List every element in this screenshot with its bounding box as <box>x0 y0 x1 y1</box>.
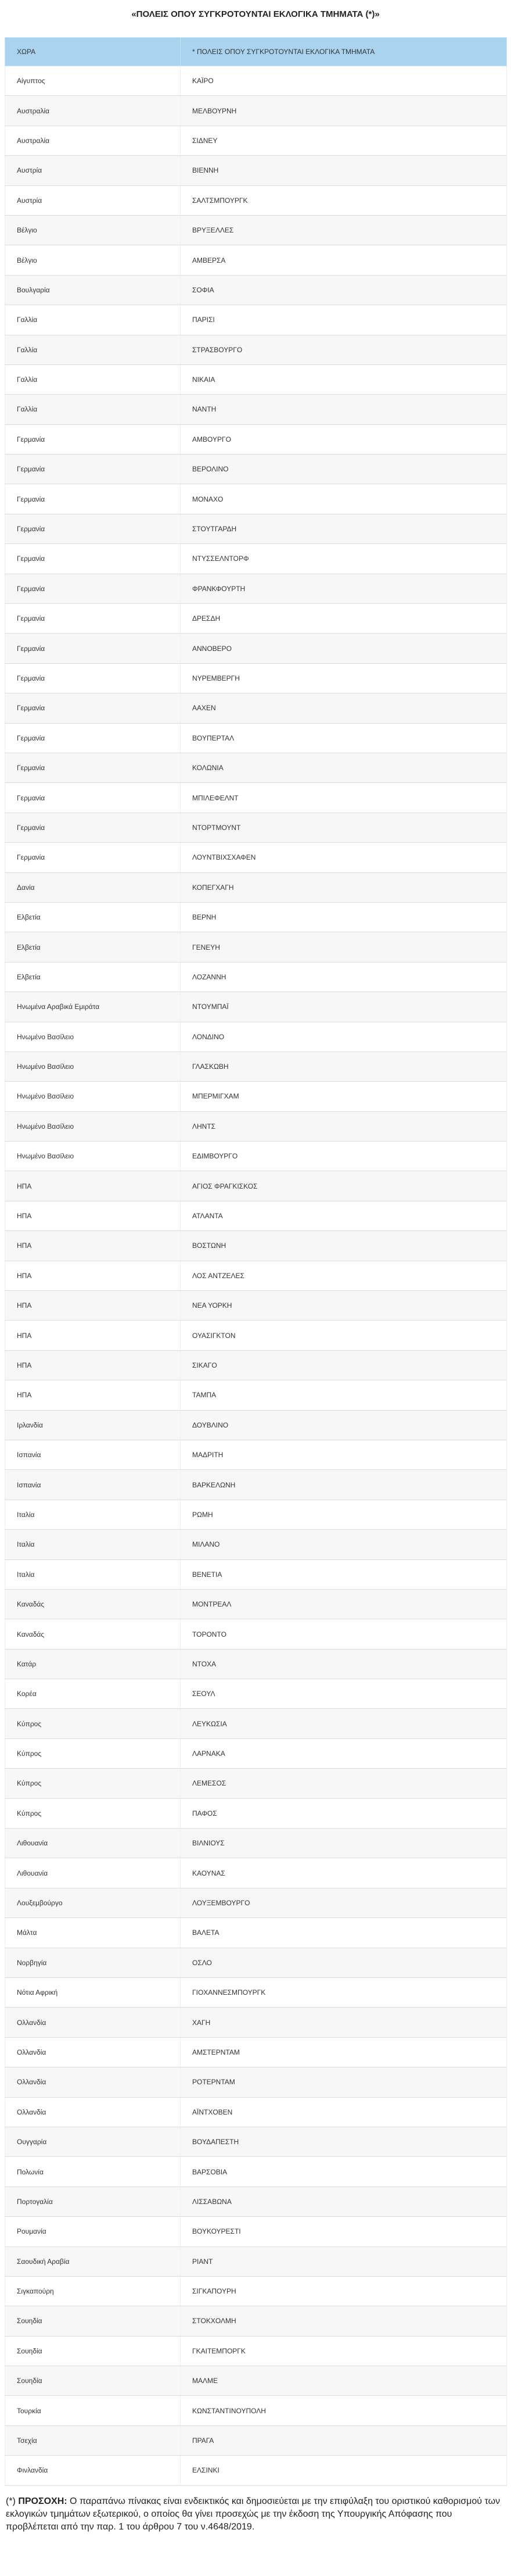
table-row <box>5 1559 507 1589</box>
cell-country: Ελβετία <box>5 902 181 932</box>
table-row <box>5 2037 507 2067</box>
cell-country: Ρουμανία <box>5 2217 181 2246</box>
table-row <box>5 1500 507 1529</box>
cell-city: ΣΑΛΤΣΜΠΟΥΡΓΚ <box>181 185 507 215</box>
cell-country: Γερμανία <box>5 693 181 723</box>
cell-city: ΝΤΟΧΑ <box>181 1649 507 1679</box>
cell-city: ΛΗΝΤΣ <box>181 1111 507 1141</box>
cell-country: Ελβετία <box>5 962 181 992</box>
table-row <box>5 1350 507 1380</box>
cell-country: Γαλλία <box>5 305 181 335</box>
cell-city: ΚΑΟΥΝΑΣ <box>181 1858 507 1888</box>
cell-country: ΗΠΑ <box>5 1171 181 1201</box>
table-row <box>5 2008 507 2037</box>
cell-city: ΠΡΑΓΑ <box>181 2425 507 2455</box>
table-row <box>5 992 507 1022</box>
cell-city: ΝΤΟΥΜΠΑΪ <box>181 992 507 1022</box>
cell-city: ΜΟΝΤΡΕΑΛ <box>181 1589 507 1619</box>
cell-country: Αυστρία <box>5 185 181 215</box>
table-row <box>5 305 507 335</box>
table-row <box>5 1530 507 1559</box>
cell-city: ΣΕΟΥΛ <box>181 1679 507 1709</box>
footnote-text: Ο παραπάνω πίνακας είναι ενδεικτικός και δημοσιεύεται με την επιφύλαξη του οριστικού καθορισμού των εκλογικών τμημάτων εξωτερικού, ο οποίος θα γίνει προσεχώς με την έκδοση της Υπουργικής Απόφασης που προβλέπεται από την παρ. 1 του άρθρου 7 του ν.4648/2019. <box>6 2496 501 2532</box>
table-row <box>5 156 507 185</box>
cell-country: Ελβετία <box>5 932 181 962</box>
cell-city: ΝΕΑ ΥΟΡΚΗ <box>181 1291 507 1321</box>
cell-city: ΜΠΕΡΜΙΓΧΑΜ <box>181 1082 507 1111</box>
cell-city: ΣΤΡΑΣΒΟΥΡΓΟ <box>181 335 507 364</box>
cell-country: Πορτογαλία <box>5 2187 181 2216</box>
table-row <box>5 1769 507 1798</box>
cell-country: ΗΠΑ <box>5 1350 181 1380</box>
cell-country: Λιθουανία <box>5 1858 181 1888</box>
table-row <box>5 693 507 723</box>
cell-country: Λιθουανία <box>5 1829 181 1858</box>
cell-city: ΓΙΟΧΑΝΝΕΣΜΠΟΥΡΓΚ <box>181 1978 507 2008</box>
table-row <box>5 634 507 663</box>
cell-city: ΕΛΣΙΝΚΙ <box>181 2456 507 2485</box>
cell-city: ΑΓΙΟΣ ΦΡΑΓΚΙΣΚΟΣ <box>181 1171 507 1201</box>
cell-country: Βέλγιο <box>5 215 181 245</box>
cell-city: ΟΣΛΟ <box>181 1948 507 1977</box>
table-row <box>5 1201 507 1230</box>
cell-city: ΔΟΥΒΛΙΝΟ <box>181 1410 507 1440</box>
cell-country: Γαλλία <box>5 364 181 394</box>
cell-country: Ηνωμένο Βασίλειο <box>5 1022 181 1051</box>
cell-city: ΟΥΑΣΙΓΚΤΟΝ <box>181 1321 507 1350</box>
cell-country: Ισπανία <box>5 1470 181 1500</box>
cell-country: Κύπρος <box>5 1798 181 1828</box>
table-row <box>5 514 507 543</box>
cell-country: Σαουδική Αραβία <box>5 2246 181 2276</box>
cell-city: ΜΑΛΜΕ <box>181 2366 507 2396</box>
cell-city: ΒΑΡΣΟΒΙΑ <box>181 2157 507 2187</box>
table-row <box>5 2127 507 2156</box>
cell-city: ΧΑΓΗ <box>181 2008 507 2037</box>
table-row <box>5 1679 507 1709</box>
column-header-cities: * ΠΟΛΕΙΣ ΟΠΟΥ ΣΥΓΚΡΟΤΟΥΝΤΑΙ ΕΚΛΟΓΙΚΑ ΤΜΗΜΑΤΑ <box>181 38 507 66</box>
footnote-label: ΠΡΟΣΟΧΗ: <box>18 2496 67 2506</box>
table-row <box>5 783 507 813</box>
cell-city: ΛΕΥΚΩΣΙΑ <box>181 1709 507 1738</box>
cell-country: Γερμανία <box>5 783 181 813</box>
cell-city: ΓΛΑΣΚΩΒΗ <box>181 1051 507 1081</box>
cell-country: Σουηδία <box>5 2336 181 2366</box>
table-row <box>5 1410 507 1440</box>
cell-city: ΛΟΣ ΑΝΤΖΕΛΕΣ <box>181 1261 507 1290</box>
table-row <box>5 96 507 126</box>
cell-city: ΛΟΖΑΝΝΗ <box>181 962 507 992</box>
page-title: «ΠΟΛΕΙΣ ΟΠΟΥ ΣΥΓΚΡΟΤΟΥΝΤΑΙ ΕΚΛΟΓΙΚΑ ΤΜΗΜΑΤΑ (*)» <box>131 9 380 19</box>
table-row <box>5 1798 507 1828</box>
cell-country: Ηνωμένο Βασίλειο <box>5 1051 181 1081</box>
table-row <box>5 455 507 484</box>
cell-city: ΛΑΡΝΑΚΑ <box>181 1738 507 1768</box>
cell-country: Κατάρ <box>5 1649 181 1679</box>
table-row <box>5 245 507 275</box>
cell-city: ΒΑΛΕΤΑ <box>181 1918 507 1948</box>
table-row <box>5 185 507 215</box>
cell-country: Ιταλία <box>5 1530 181 1559</box>
cell-country: Γερμανία <box>5 455 181 484</box>
table-row <box>5 2306 507 2336</box>
table-row <box>5 1051 507 1081</box>
table-row <box>5 1440 507 1469</box>
table-row <box>5 2246 507 2276</box>
cell-country: Αυστραλία <box>5 96 181 126</box>
cell-country: Ολλανδία <box>5 2097 181 2127</box>
table-row <box>5 2217 507 2246</box>
cell-city: ΓΕΝΕΥΗ <box>181 932 507 962</box>
cell-country: ΗΠΑ <box>5 1261 181 1290</box>
table-row <box>5 1829 507 1858</box>
cell-city: ΝΥΡΕΜΒΕΡΓΗ <box>181 663 507 693</box>
cell-country: Ιταλία <box>5 1500 181 1529</box>
table-row <box>5 1649 507 1679</box>
cell-country: Σουηδία <box>5 2306 181 2336</box>
cell-country: Γερμανία <box>5 574 181 603</box>
cell-country: Νότια Αφρική <box>5 1978 181 2008</box>
cell-city: ΣΙΚΑΓΟ <box>181 1350 507 1380</box>
cell-city: ΓΚΑΙΤΕΜΠΟΡΓΚ <box>181 2336 507 2366</box>
cell-city: ΛΙΣΣΑΒΩΝΑ <box>181 2187 507 2216</box>
table-row <box>5 872 507 902</box>
table-row <box>5 66 507 96</box>
cell-city: ΛΟΝΔΙΝΟ <box>181 1022 507 1051</box>
table-row <box>5 2425 507 2455</box>
cell-city: ΑΤΛΑΝΤΑ <box>181 1201 507 1230</box>
cell-country: Αίγυπτος <box>5 66 181 96</box>
cell-city: ΑΝΝΟΒΕΡΟ <box>181 634 507 663</box>
cell-city: ΑΜΒΕΡΣΑ <box>181 245 507 275</box>
table-row <box>5 1082 507 1111</box>
cell-city: ΚΩΝΣΤΑΝΤΙΝΟΥΠΟΛΗ <box>181 2396 507 2425</box>
cell-city: ΒΟΥΔΑΠΕΣΤΗ <box>181 2127 507 2156</box>
footnote-prefix: (*) <box>6 2496 19 2506</box>
cell-country: Ηνωμένα Αραβικά Εμιράτα <box>5 992 181 1022</box>
cell-country: Γερμανία <box>5 544 181 574</box>
table-row <box>5 275 507 305</box>
cell-country: Καναδάς <box>5 1589 181 1619</box>
table-row <box>5 2067 507 2097</box>
cell-country: Αυστρία <box>5 156 181 185</box>
cell-city: ΣΟΦΙΑ <box>181 275 507 305</box>
cell-country: Ολλανδία <box>5 2067 181 2097</box>
cell-city: ΡΟΤΕΡΝΤΑΜ <box>181 2067 507 2097</box>
cell-country: Σουηδία <box>5 2366 181 2396</box>
table-row <box>5 1380 507 1410</box>
cell-country: Φινλανδία <box>5 2456 181 2485</box>
cell-city: ΣΙΔΝΕΥ <box>181 126 507 155</box>
cell-city: ΝΑΝΤΗ <box>181 395 507 424</box>
table-row <box>5 1709 507 1738</box>
table-row <box>5 2366 507 2396</box>
table-row <box>5 2336 507 2366</box>
cell-city: ΒΕΡΝΗ <box>181 902 507 932</box>
table-row <box>5 544 507 574</box>
cell-city: ΡΩΜΗ <box>181 1500 507 1529</box>
cell-country: Ιρλανδία <box>5 1410 181 1440</box>
cell-city: ΝΤΟΡΤΜΟΥΝΤ <box>181 813 507 842</box>
cell-country: Γαλλία <box>5 395 181 424</box>
cell-city: ΕΔΙΜΒΟΥΡΓΟ <box>181 1142 507 1171</box>
cell-country: Κύπρος <box>5 1709 181 1738</box>
table-row <box>5 2097 507 2127</box>
cell-country: ΗΠΑ <box>5 1231 181 1261</box>
cell-country: ΗΠΑ <box>5 1291 181 1321</box>
table-header-row <box>5 38 507 66</box>
cell-city: ΠΑΦΟΣ <box>181 1798 507 1828</box>
table-row <box>5 424 507 454</box>
table-row <box>5 126 507 155</box>
cell-country: Πολωνία <box>5 2157 181 2187</box>
cell-country: Κύπρος <box>5 1738 181 1768</box>
table-row <box>5 1171 507 1201</box>
cell-city: ΜΕΛΒΟΥΡΝΗ <box>181 96 507 126</box>
table-row <box>5 1978 507 2008</box>
column-header-country: ΧΩΡΑ <box>5 38 181 66</box>
cell-city: ΛΟΥΞΕΜΒΟΥΡΓΟ <box>181 1888 507 1917</box>
table-body <box>5 66 507 2486</box>
table-row <box>5 215 507 245</box>
footnote <box>5 2495 506 2534</box>
table-row <box>5 663 507 693</box>
table-row <box>5 395 507 424</box>
table-row <box>5 1888 507 1917</box>
cell-city: ΒΟΥΠΕΡΤΑΛ <box>181 723 507 753</box>
cell-city: ΒΙΕΝΝΗ <box>181 156 507 185</box>
cell-city: ΤΑΜΠΑ <box>181 1380 507 1410</box>
cell-city: ΠΑΡΙΣΙ <box>181 305 507 335</box>
cell-country: Ηνωμένο Βασίλειο <box>5 1111 181 1141</box>
table-row <box>5 1022 507 1051</box>
cell-country: Γερμανία <box>5 604 181 634</box>
table-row <box>5 902 507 932</box>
cell-country: ΗΠΑ <box>5 1380 181 1410</box>
cell-city: ΒΟΣΤΩΝΗ <box>181 1231 507 1261</box>
table-row <box>5 1738 507 1768</box>
cell-city: ΝΤΥΣΣΕΛΝΤΟΡΦ <box>181 544 507 574</box>
table-row <box>5 753 507 782</box>
table-row <box>5 484 507 514</box>
cell-country: Λουξεμβούργο <box>5 1888 181 1917</box>
table-row <box>5 2456 507 2485</box>
cell-city: ΜΙΛΑΝΟ <box>181 1530 507 1559</box>
cell-country: Κορέα <box>5 1679 181 1709</box>
cell-country: Ηνωμένο Βασίλειο <box>5 1082 181 1111</box>
table-row <box>5 1858 507 1888</box>
table-row <box>5 1111 507 1141</box>
cell-city: ΜΑΔΡΙΤΗ <box>181 1440 507 1469</box>
cell-country: Γερμανία <box>5 634 181 663</box>
cell-country: Γερμανία <box>5 424 181 454</box>
table-row <box>5 604 507 634</box>
table-row <box>5 1470 507 1500</box>
cell-city: ΑΑΧΕΝ <box>181 693 507 723</box>
cell-city: ΑΪΝΤΧΟΒΕΝ <box>181 2097 507 2127</box>
cell-city: ΔΡΕΣΔΗ <box>181 604 507 634</box>
cell-country: Γερμανία <box>5 753 181 782</box>
cell-country: Βουλγαρία <box>5 275 181 305</box>
cell-country: Αυστραλία <box>5 126 181 155</box>
cell-city: ΒΟΥΚΟΥΡΕΣΤΙ <box>181 2217 507 2246</box>
table-row <box>5 2187 507 2216</box>
table-row <box>5 1589 507 1619</box>
table-row <box>5 1231 507 1261</box>
cities-table <box>5 37 507 2486</box>
cell-city: ΦΡΑΝΚΦΟΥΡΤΗ <box>181 574 507 603</box>
table-row <box>5 1918 507 1948</box>
table-row <box>5 1321 507 1350</box>
cell-city: ΚΑΪΡΟ <box>181 66 507 96</box>
cell-country: ΗΠΑ <box>5 1201 181 1230</box>
cell-city: ΡΙΑΝΤ <box>181 2246 507 2276</box>
table-row <box>5 574 507 603</box>
cell-city: ΒΑΡΚΕΛΩΝΗ <box>181 1470 507 1500</box>
cell-city: ΒΕΝΕΤΙΑ <box>181 1559 507 1589</box>
table-row <box>5 2157 507 2187</box>
table-row <box>5 962 507 992</box>
cell-city: ΛΟΥΝΤΒΙΧΣΧΑΦΕΝ <box>181 843 507 872</box>
cell-country: Τσεχία <box>5 2425 181 2455</box>
cell-city: ΤΟΡΟΝΤΟ <box>181 1619 507 1649</box>
cell-country: Τουρκία <box>5 2396 181 2425</box>
table-row <box>5 1261 507 1290</box>
cell-city: ΒΡΥΞΕΛΛΕΣ <box>181 215 507 245</box>
cell-city: ΜΟΝΑΧΟ <box>181 484 507 514</box>
table-row <box>5 1142 507 1171</box>
cell-country: Κύπρος <box>5 1769 181 1798</box>
cell-country: Γαλλία <box>5 335 181 364</box>
cell-country: Μάλτα <box>5 1918 181 1948</box>
cell-country: ΗΠΑ <box>5 1321 181 1350</box>
cell-country: Βέλγιο <box>5 245 181 275</box>
table-row <box>5 1291 507 1321</box>
table-row <box>5 2396 507 2425</box>
cell-country: Γερμανία <box>5 843 181 872</box>
cell-city: ΒΕΡΟΛΙΝΟ <box>181 455 507 484</box>
cell-city: ΑΜΒΟΥΡΓΟ <box>181 424 507 454</box>
cell-country: Γερμανία <box>5 484 181 514</box>
cell-country: Ηνωμένο Βασίλειο <box>5 1142 181 1171</box>
cell-city: ΛΕΜΕΣΟΣ <box>181 1769 507 1798</box>
cell-city: ΣΤΟΥΤΓΑΡΔΗ <box>181 514 507 543</box>
cell-country: Γερμανία <box>5 723 181 753</box>
cell-city: ΝΙΚΑΙΑ <box>181 364 507 394</box>
table-row <box>5 843 507 872</box>
cell-city: ΒΙΛΝΙΟΥΣ <box>181 1829 507 1858</box>
cell-country: Γερμανία <box>5 663 181 693</box>
table-row <box>5 2276 507 2306</box>
table-row <box>5 1948 507 1977</box>
table-row <box>5 364 507 394</box>
table-row <box>5 723 507 753</box>
cell-country: Ουγγαρία <box>5 2127 181 2156</box>
cell-country: Νορβηγία <box>5 1948 181 1977</box>
cell-city: ΚΟΛΩΝΙΑ <box>181 753 507 782</box>
cell-city: ΑΜΣΤΕΡΝΤΑΜ <box>181 2037 507 2067</box>
cell-country: Ολλανδία <box>5 2037 181 2067</box>
cell-country: Ολλανδία <box>5 2008 181 2037</box>
cell-country: Καναδάς <box>5 1619 181 1649</box>
cell-city: ΣΤΟΚΧΟΛΜΗ <box>181 2306 507 2336</box>
table-row <box>5 1619 507 1649</box>
cell-country: Ισπανία <box>5 1440 181 1469</box>
cell-city: ΜΠΙΛΕΦΕΛΝΤ <box>181 783 507 813</box>
cell-country: Γερμανία <box>5 813 181 842</box>
cell-country: Ιταλία <box>5 1559 181 1589</box>
cell-country: Γερμανία <box>5 514 181 543</box>
cell-country: Σιγκαπούρη <box>5 2276 181 2306</box>
cell-country: Δανία <box>5 872 181 902</box>
table-row <box>5 335 507 364</box>
table-row <box>5 813 507 842</box>
table-row <box>5 932 507 962</box>
cell-city: ΣΙΓΚΑΠΟΥΡΗ <box>181 2276 507 2306</box>
cell-city: ΚΟΠΕΓΧΑΓΗ <box>181 872 507 902</box>
